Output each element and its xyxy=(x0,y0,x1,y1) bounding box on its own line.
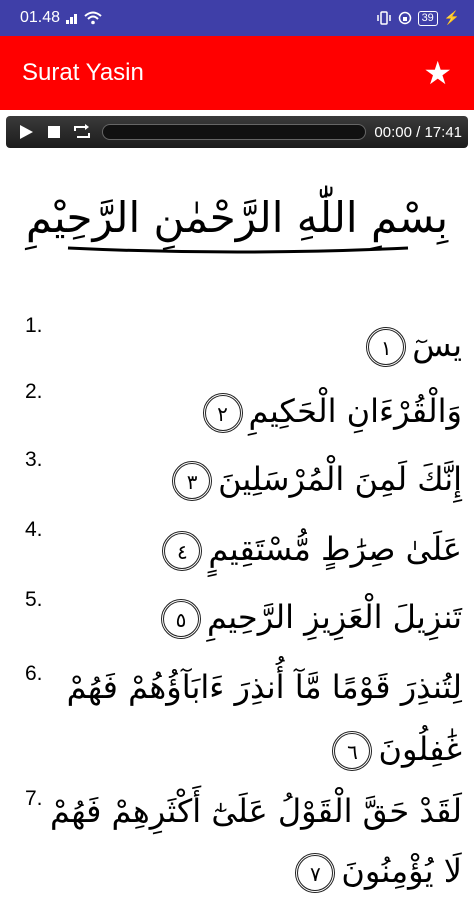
verse-text-line xyxy=(326,730,462,771)
status-time: 01.48 xyxy=(20,9,61,26)
status-left-icons xyxy=(66,11,102,25)
basmala-calligraphy xyxy=(8,164,466,264)
verse-text: لَا يُؤْمِنُونَ xyxy=(341,852,462,890)
verse-end-marker: ١ xyxy=(366,327,406,367)
verse-number: 4. xyxy=(25,518,43,541)
audio-player xyxy=(6,116,468,148)
battery-level: 39 xyxy=(418,11,438,26)
repeat-icon xyxy=(72,124,92,140)
verse-text: عَلَىٰ صِرَٰطٍ مُّسْتَقِيمٍ xyxy=(208,530,462,568)
verse-text-line xyxy=(67,668,462,706)
svg-text:بِسْمِ اللّٰهِ الرَّحْمٰنِ الر: بِسْمِ اللّٰهِ الرَّحْمٰنِ الرَّحِيْمِ xyxy=(25,193,449,242)
verse-text-line xyxy=(360,326,462,367)
charging-icon: ⚡ xyxy=(443,10,460,25)
verse-end-marker: ٤ xyxy=(162,531,202,571)
vibrate-icon xyxy=(376,11,392,25)
verse-text: لَقَدْ حَقَّ الْقَوْلُ عَلَىٰٓ أَكْثَرِهِمْ فَهُمْ xyxy=(50,792,462,830)
verse-number: 6. xyxy=(25,662,43,685)
verse-number: 7. xyxy=(25,787,43,810)
time-readout: 00:00 / 17:41 xyxy=(374,123,462,141)
wifi-icon xyxy=(84,11,102,25)
verse-text-line xyxy=(156,530,462,571)
status-right xyxy=(376,10,460,26)
verse-end-marker: ٦ xyxy=(332,731,372,771)
verse-text: وَالْقُرْءَانِ الْحَكِيمِ xyxy=(248,392,462,430)
verse-text-line xyxy=(50,792,462,830)
verse-text-line xyxy=(289,852,462,893)
verse-text: لِتُنذِرَ قَوْمًا مَّآ أُنذِرَ ءَابَآؤُهُمْ فَهُمْ xyxy=(66,668,462,706)
verse-end-marker: ٣ xyxy=(172,461,212,501)
verse-number: 1. xyxy=(25,314,43,337)
verse-text: يسٓ xyxy=(412,326,462,364)
verse-number: 2. xyxy=(25,380,43,403)
star-icon[interactable]: ★ xyxy=(423,54,452,92)
verse-end-marker: ٥ xyxy=(161,599,201,639)
verse-end-marker: ٧ xyxy=(295,853,335,893)
status-bar xyxy=(0,0,474,36)
verse-text-line xyxy=(166,460,462,501)
verse-text: إِنَّكَ لَمِنَ الْمُرْسَلِينَ xyxy=(218,460,462,498)
verse-text-line xyxy=(155,598,462,639)
app-bar xyxy=(0,36,474,110)
verse-text: تَنزِيلَ الْعَزِيزِ الرَّحِيمِ xyxy=(206,598,462,636)
play-icon xyxy=(18,124,34,140)
verse-text-line xyxy=(197,392,462,433)
repeat-button[interactable] xyxy=(68,118,96,146)
stop-button[interactable] xyxy=(40,118,68,146)
stop-icon xyxy=(47,125,61,139)
app-title: Surat Yasin xyxy=(22,59,144,86)
seek-bar[interactable] xyxy=(102,124,366,140)
rotation-lock-icon xyxy=(398,11,412,25)
verse-number: 3. xyxy=(25,448,43,471)
signal-icon xyxy=(66,12,80,24)
verse-text: غَٰفِلُونَ xyxy=(378,730,462,768)
verse-number: 5. xyxy=(25,588,43,611)
verse-end-marker: ٢ xyxy=(203,393,243,433)
play-button[interactable] xyxy=(12,118,40,146)
